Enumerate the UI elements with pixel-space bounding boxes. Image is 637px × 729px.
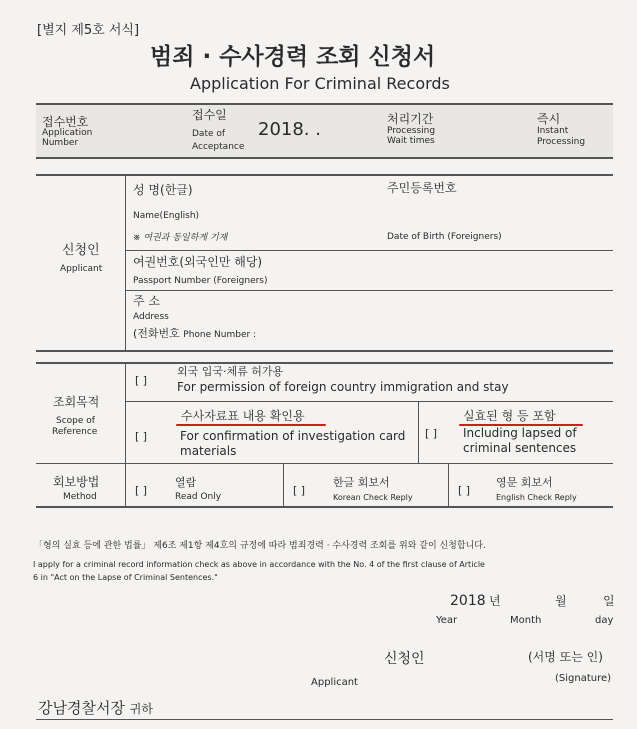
passport-label-en: Passport Number (Foreigners)	[133, 276, 268, 286]
date-day-ko: 일	[603, 594, 615, 608]
processing-immediate-en-1: Instant	[537, 126, 569, 136]
processing-immediate-label: 즉시	[537, 112, 561, 126]
statement-english-2: 6 in "Act on the Lapse of Criminal Sentences."	[33, 573, 218, 582]
date-day-en: day	[595, 615, 614, 626]
purpose-lapsed-en-1: Including lapsed of	[463, 426, 577, 440]
applicant-label: 신청인	[62, 243, 100, 258]
reply-checkbox-korean[interactable]: [ ]	[293, 484, 306, 497]
reply-read-only-ko: 열람	[175, 476, 197, 489]
receipt-number-label: 접수번호	[42, 115, 89, 129]
phone-label: (전화번호 Phone Number :	[133, 327, 257, 340]
purpose-lapsed-ko: 실효된 형 등 포함	[463, 409, 556, 423]
resident-id-label: 주민등록번호	[387, 181, 457, 195]
applicant-label-en: Applicant	[60, 264, 103, 274]
processing-immediate-en-2: Processing	[537, 137, 586, 147]
statement-korean: 「형의 실효 등에 관한 법률」 제6조 제1항 제4호의 규정에 따라 범죄경력 · 수사경력 조회를 위와 같이 신청합니다.	[34, 541, 486, 551]
reply-col-divider-2	[448, 463, 449, 506]
applicant-left-divider	[125, 174, 126, 350]
receipt-date-label: 접수일	[192, 108, 227, 122]
signature-applicant-en: Applicant	[311, 677, 358, 688]
header-top-rule	[36, 103, 613, 105]
reply-top-rule	[36, 463, 613, 464]
processing-period-en-1: Processing	[387, 126, 436, 136]
header-bottom-rule	[36, 157, 613, 159]
reply-col-divider-1	[283, 463, 284, 506]
purpose-top-rule	[36, 362, 613, 364]
reply-read-only-en: Read Only	[175, 492, 222, 502]
date-month-ko: 월	[555, 594, 567, 608]
reply-korean-ko: 한글 회보서	[333, 476, 390, 489]
reply-bottom-rule	[36, 506, 613, 508]
purpose-label-en-1: Scope of	[56, 416, 95, 426]
recipient-rule	[36, 719, 613, 720]
date-month-en: Month	[510, 615, 542, 626]
applicant-bottom-rule	[36, 350, 613, 352]
header-box	[36, 103, 613, 157]
receipt-date-en-2: Acceptance	[192, 142, 245, 152]
purpose-investigation-en-1: For confirmation of investigation card	[180, 429, 406, 443]
purpose-immigration-ko: 외국 입국·체류 허가용	[177, 365, 284, 378]
date-year-en: Year	[436, 615, 458, 626]
date-year-ko: 년	[489, 594, 501, 608]
purpose-col-divider	[418, 401, 419, 463]
signature-sign-en: (Signature)	[555, 673, 612, 684]
name-english-label: Name(English)	[133, 211, 200, 221]
form-number-label: [별지 제5호 서식]	[37, 23, 140, 38]
reply-checkbox-read-only[interactable]: [ ]	[135, 484, 148, 497]
purpose-label-en-2: Reference	[52, 427, 98, 437]
receipt-number-en-2: Number	[42, 138, 79, 148]
red-underline-investigation	[176, 424, 326, 426]
reply-english-en: English Check Reply	[496, 493, 577, 502]
address-label-en: Address	[133, 312, 169, 322]
address-label: 주 소	[133, 294, 160, 308]
purpose-left-divider	[125, 362, 126, 506]
applicant-row-rule-1	[125, 250, 613, 251]
processing-period-label: 처리기간	[387, 112, 434, 126]
form-title-korean: 범죄 · 수사경력 조회 신청서	[150, 44, 436, 70]
reply-method-label-en: Method	[63, 492, 97, 502]
purpose-investigation-en-2: materials	[180, 444, 237, 458]
receipt-date-value: 2018. .	[258, 119, 321, 140]
signature-applicant-ko: 신청인	[384, 651, 425, 667]
purpose-checkbox-lapsed[interactable]: [ ]	[425, 427, 438, 440]
statement-english-1: I apply for a criminal record information check as above in accordance with the No. 4 of the first clause of Article	[33, 560, 485, 569]
purpose-label: 조회목적	[53, 395, 100, 409]
receipt-date-en-1: Date of	[192, 129, 226, 139]
form-title-english: Application For Criminal Records	[190, 74, 450, 93]
reply-korean-en: Korean Check Reply	[333, 493, 413, 502]
applicant-top-rule	[36, 174, 613, 176]
receipt-number-en-1: Application	[42, 128, 93, 138]
processing-period-en-2: Wait times	[387, 136, 435, 146]
purpose-checkbox-investigation[interactable]: [ ]	[135, 430, 148, 443]
reply-english-ko: 영문 회보서	[496, 476, 553, 489]
purpose-checkbox-immigration[interactable]: [ ]	[135, 374, 148, 387]
passport-label: 여권번호(외국인만 해당)	[133, 255, 263, 269]
purpose-row-rule	[125, 401, 613, 402]
purpose-lapsed-en-2: criminal sentences	[463, 441, 577, 455]
applicant-row-rule-2	[125, 290, 613, 291]
name-korean-label: 성 명(한글)	[133, 183, 193, 197]
signature-sign-ko: (서명 또는 인)	[528, 650, 603, 664]
reply-checkbox-english[interactable]: [ ]	[458, 484, 471, 497]
purpose-investigation-ko: 수사자료표 내용 확인용	[181, 409, 305, 423]
dob-label: Date of Birth (Foreigners)	[387, 232, 502, 242]
reply-method-label: 회보방법	[53, 475, 100, 489]
recipient-line: 강남경찰서장 귀하	[38, 699, 153, 717]
date-year-value: 2018	[450, 593, 486, 609]
name-passport-note: ※ 여권과 동일하게 기재	[133, 233, 228, 243]
purpose-immigration-en: For permission of foreign country immigration and stay	[177, 380, 509, 394]
